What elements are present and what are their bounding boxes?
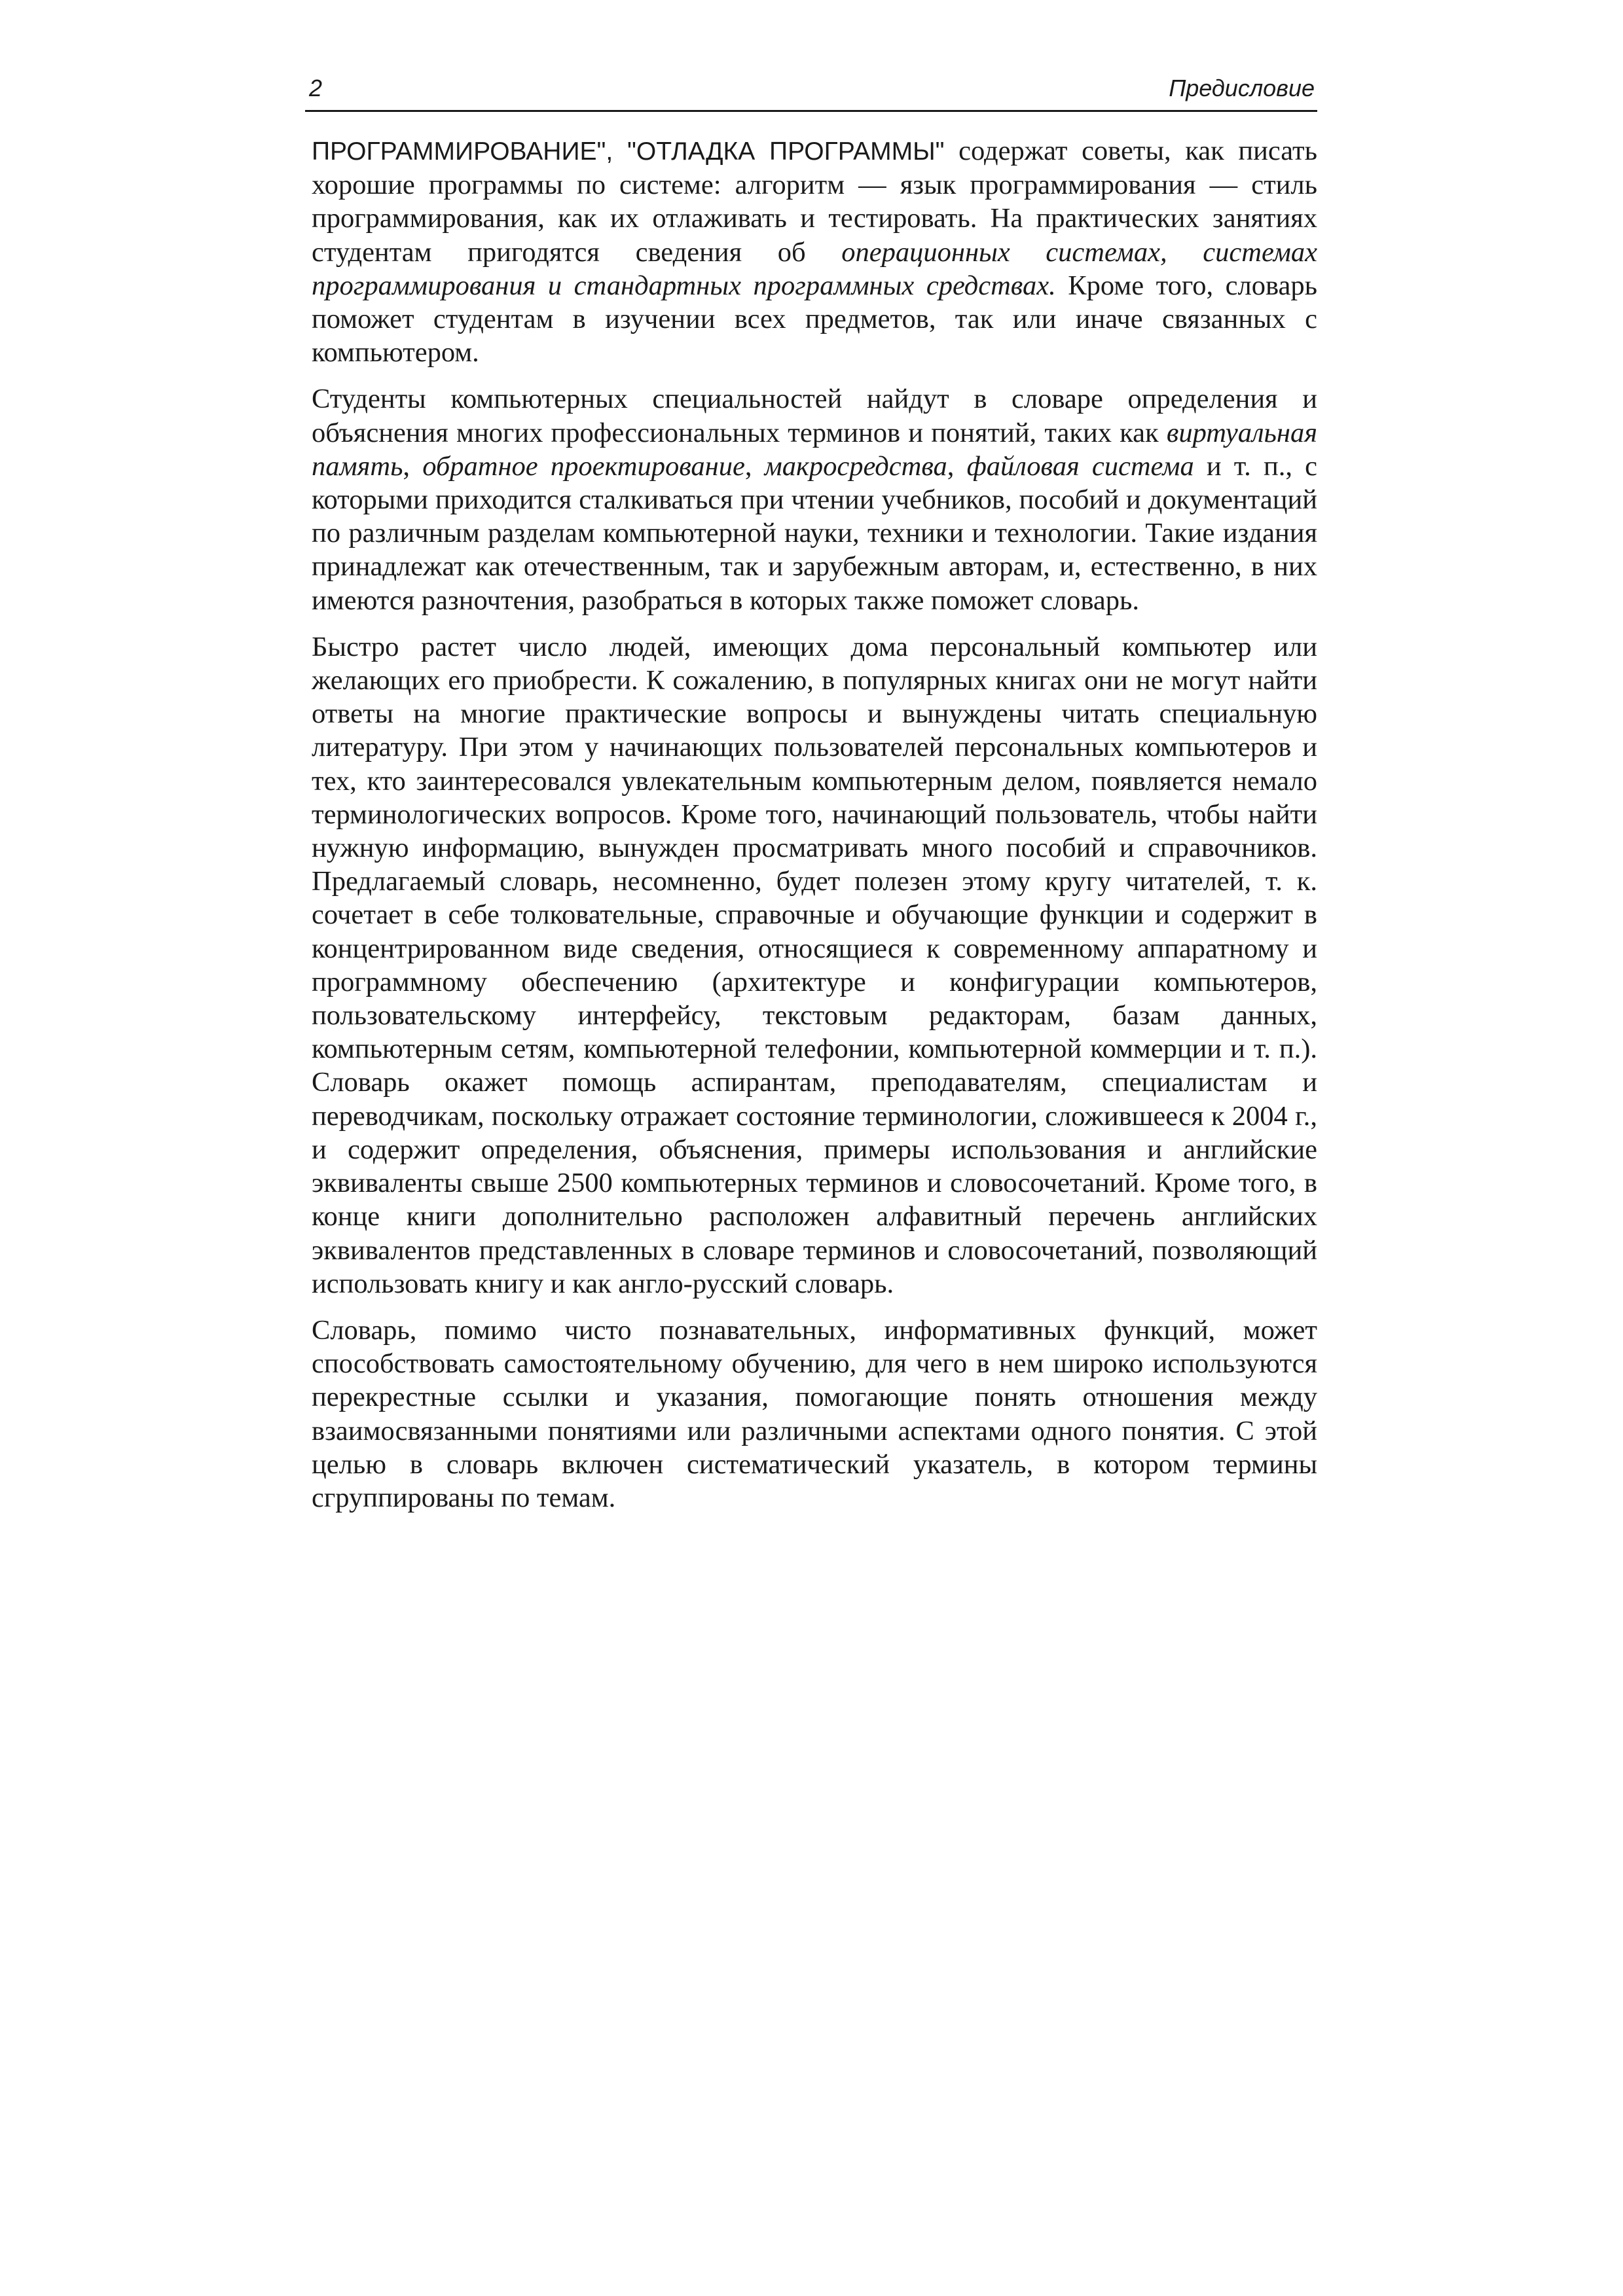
text-segment-italic: виртуальная память [312, 417, 1317, 482]
text-segment-italic: файловая система [966, 450, 1194, 482]
paragraph [312, 134, 1317, 369]
paragraph [312, 630, 1317, 1300]
text-segment: , [744, 450, 765, 482]
text-segment: ПРОГРАММИРОВАНИЕ", "ОТЛАДКА ПРОГРАММЫ" [312, 137, 945, 166]
page-number: 2 [309, 75, 323, 101]
text-segment: Словарь, помимо чисто познавательных, информативных функций, может способствовать самостоятельному обучению, для чего в нем широко используются перекрестные ссылки и указания, помогающие понять отношения между взаимосвязанными понятиями или различными аспектами одного понятия. С этой целью в словарь включен систематический указатель, в котором термины сгруппированы по темам. [312, 1314, 1317, 1513]
text-segment: Кроме того, словарь поможет студентам в изучении всех предметов, так или иначе связанных с компьютером. [312, 270, 1317, 368]
text-segment-italic: операционных системах, системах программирования и стандартных программных средствах. [312, 236, 1317, 301]
text-segment: Студенты компьютерных специальностей найдут в словаре определения и объяснения многих профессиональных терминов и понятий, таких как [312, 384, 1317, 448]
page-header [305, 71, 1317, 112]
text-segment: и т. п., с которыми приходится сталкиваться при чтении учебников, пособий и документаций по различным разделам компьютерной науки, техники и технологии. Такие издания принадлежат как отечественным, так и зарубежным авторам, и, естественно, в них имеются разночтения, разобраться в которых также поможет словарь. [312, 450, 1317, 616]
running-title: Предисловие [1169, 75, 1315, 101]
paragraph [312, 1314, 1317, 1515]
text-segment: Быстро растет число людей, имеющих дома персональный компьютер или желающих его приобрести. К сожалению, в популярных книгах они не могут найти ответы на многие практические вопросы и вынуждены читать специальную литературу. При этом у начинающих пользователей персональных компьютеров и тех, кто заинтересовался увлекательным компьютерным делом, появляется немало терминологических вопросов. Кроме того, начинающий пользователь, чтобы найти нужную информацию, вынужден просматривать много пособий и справочников. Предлагаемый словарь, несомненно, будет полезен этому кругу читателей, т. к. сочетает в себе толковательные, справочные и обучающие функции и содержит в концентрированном виде сведения, относящиеся к современному аппаратному и программному обеспечению (архитектуре и конфигурации компьютеров, пользовательскому интерфейсу, текстовым редакторам, базам данных, компьютерным сетям, компьютерной телефонии, компьютерной коммерции и т. п.). Словарь окажет помощь аспирантам, преподавателям, специалистам и переводчикам, поскольку отражает состояние терминологии, сложившееся к 2004 г., и содержит определения, объяснения, примеры использования и английские эквиваленты свыше 2500 компьютерных терминов и словосочетаний. Кроме того, в конце книги дополнительно расположен алфавитный перечень английских эквивалентов представленных в словаре терминов и словосочетаний, позволяющий использовать книгу и как англо-русский словарь. [312, 631, 1317, 1299]
text-segment: , [947, 450, 967, 482]
text-segment: , [403, 450, 423, 482]
text-segment-italic: обратное проектирование [422, 450, 745, 482]
text-segment-italic: макросредства [764, 450, 947, 482]
paragraph [312, 382, 1317, 617]
text-segment: содержат советы, как писать хорошие программы по системе: алгоритм — язык программирования — стиль программирования, как их отлаживать и тестировать. На практических занятиях студентам пригодятся сведения об [312, 135, 1318, 268]
body-text [312, 134, 1317, 1528]
